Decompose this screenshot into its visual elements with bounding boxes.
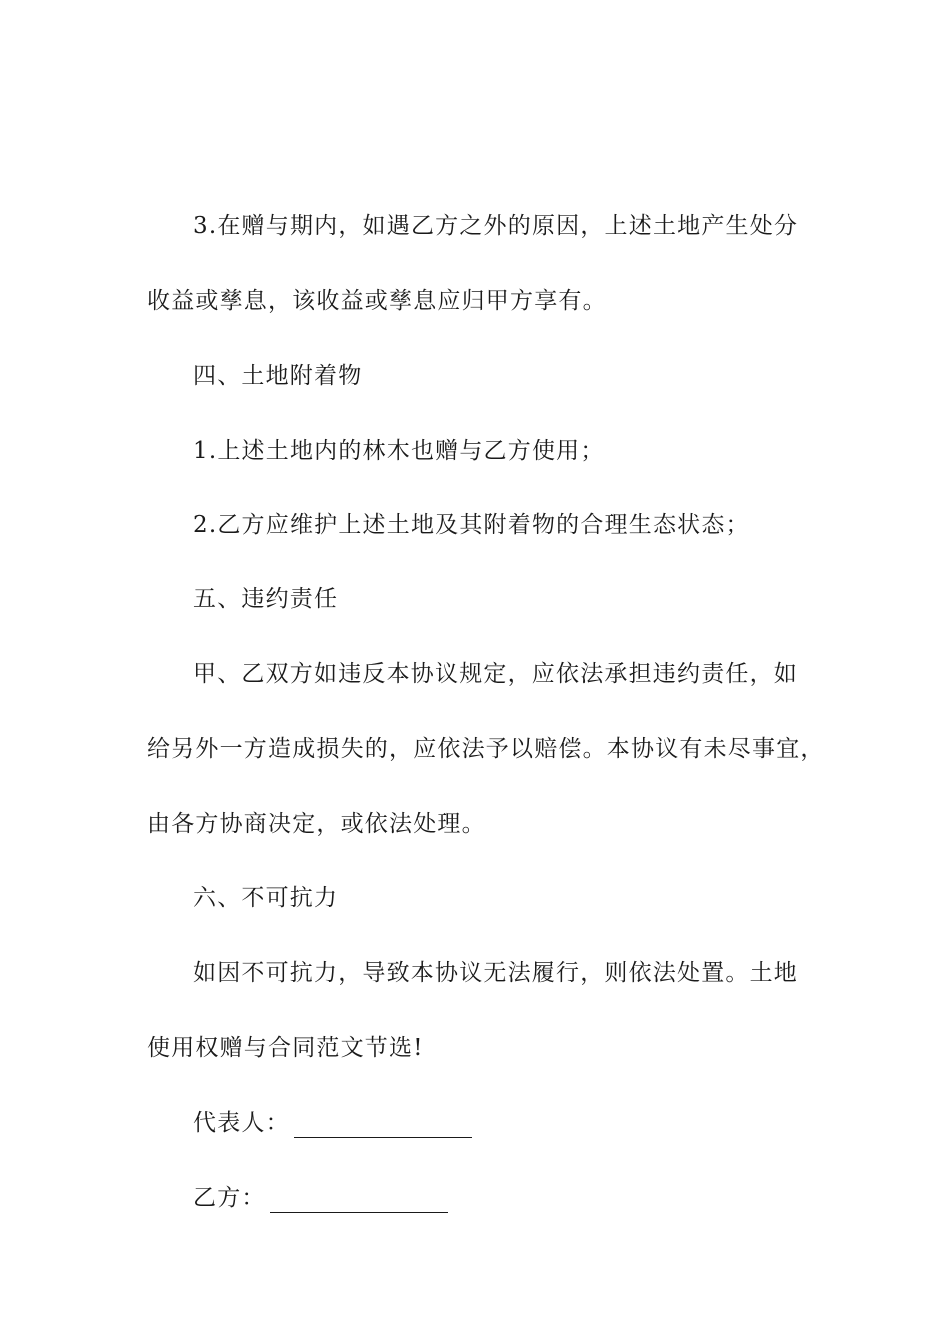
paragraph-clause-3-line-1: 3.在赠与期内，如遇乙方之外的原因，上述土地产生处分 [193,213,799,239]
paragraph-force-majeure-line-1: 如因不可抗力，导致本协议无法履行，则依法处置。土地 [193,960,798,986]
paragraph-attachments-item-1: 1.上述土地内的林木也赠与乙方使用； [193,438,605,464]
signature-representative [193,1108,472,1138]
paragraph-clause-3-line-2: 收益或孳息，该收益或孳息应归甲方享有。 [147,288,607,314]
paragraph-liability-line-3: 由各方协商决定，或依法处理。 [147,811,486,837]
paragraph-force-majeure-line-2: 使用权赠与合同范文节选! [147,1035,424,1061]
paragraph-liability-line-1: 甲、乙双方如违反本协议规定，应依法承担违约责任，如 [193,661,798,687]
party-b-signature-blank[interactable] [270,1190,448,1213]
representative-signature-blank[interactable] [294,1115,472,1138]
signature-party-b [193,1183,448,1213]
section-heading-force-majeure: 六、不可抗力 [193,885,339,911]
section-heading-liability: 五、违约责任 [193,586,339,612]
section-heading-attachments: 四、土地附着物 [193,363,363,389]
paragraph-attachments-item-2: 2.乙方应维护上述土地及其附着物的合理生态状态； [193,512,750,538]
representative-label: 代表人： [193,1110,290,1136]
paragraph-liability-line-2: 给另外一方造成损失的，应依法予以赔偿。本协议有未尽事宜， [147,736,825,762]
party-b-label: 乙方： [193,1185,266,1211]
